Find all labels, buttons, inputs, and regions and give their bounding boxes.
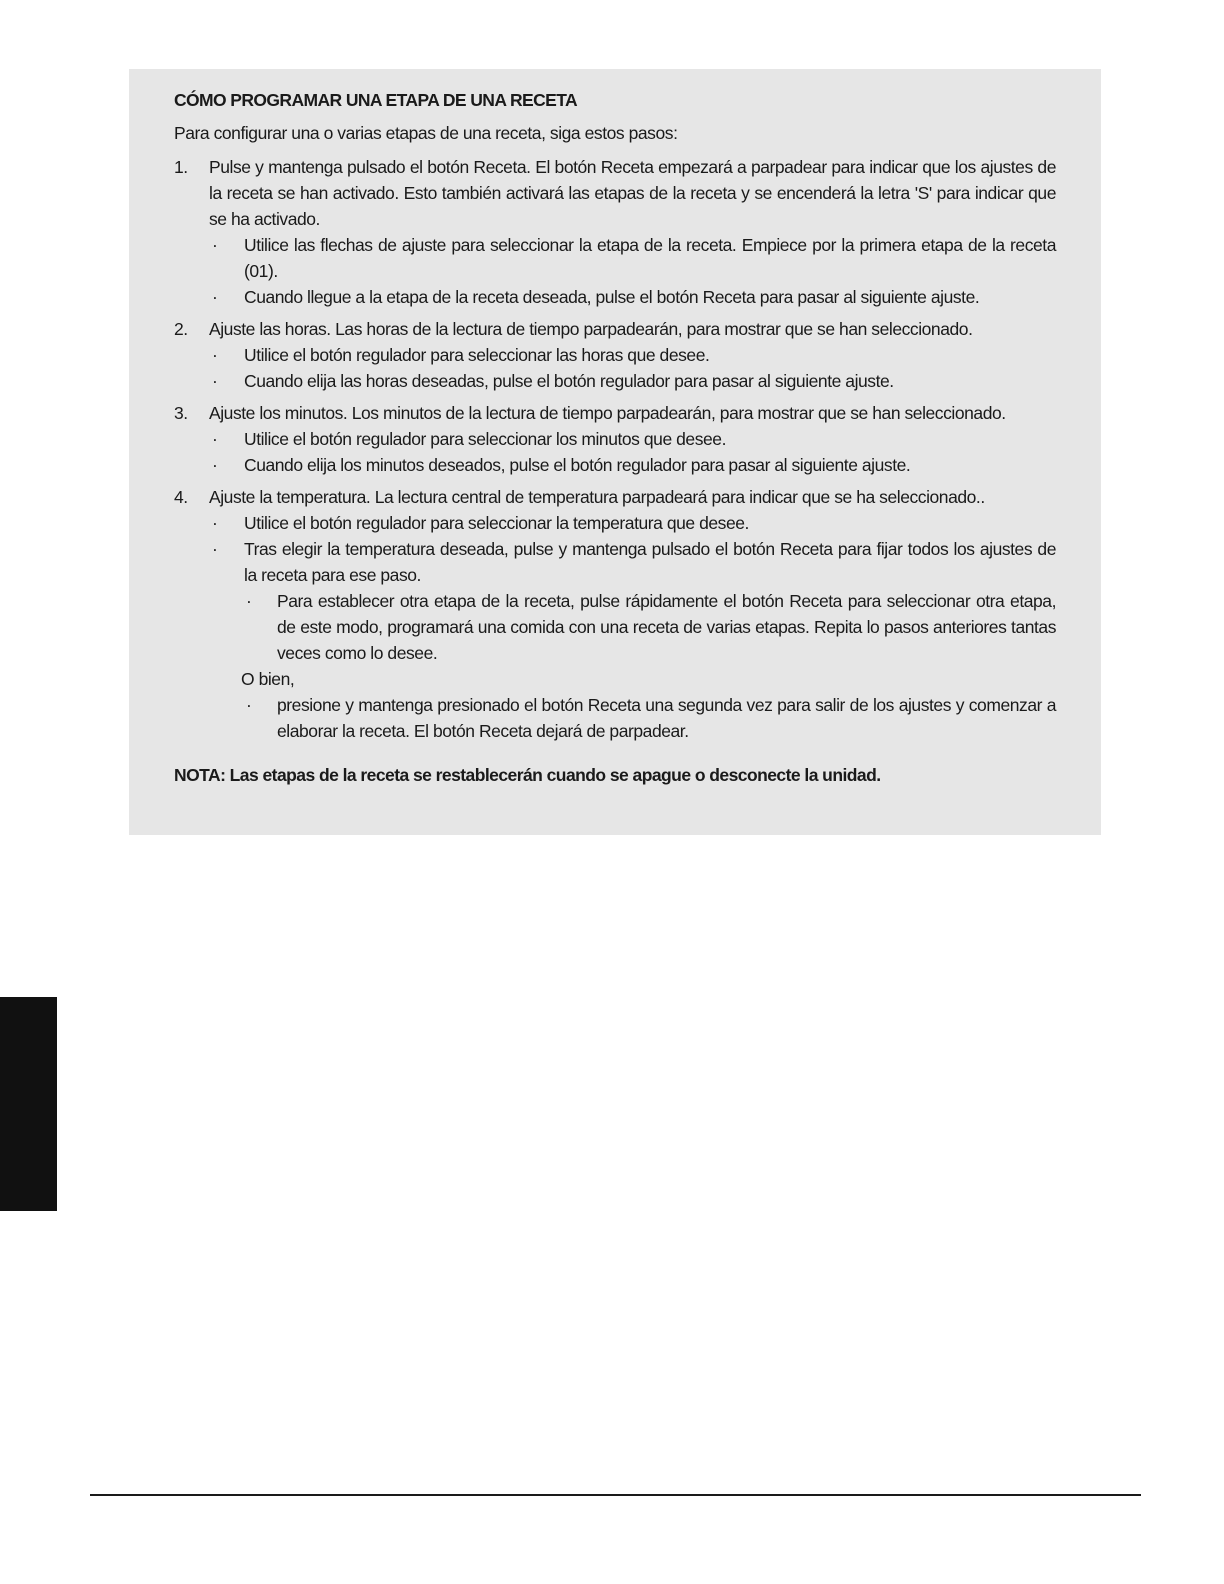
bullet-item — [174, 368, 1056, 394]
step-3 — [174, 400, 1056, 426]
bullet-item — [174, 452, 1056, 478]
bullet-item — [174, 232, 1056, 284]
sub-bullet-text: Para establecer otra etapa de la receta, pulse rápidamente el botón Receta para seleccionar otra etapa, de este modo, programará una comida con una receta de varias etapas. Repita lo pasos anteriores tantas veces como lo desee. — [277, 591, 1056, 663]
instruction-box — [129, 69, 1101, 835]
bullet-item — [174, 342, 1056, 368]
bullet-dot: · — [212, 371, 218, 391]
section-title: CÓMO PROGRAMAR UNA ETAPA DE UNA RECETA — [174, 90, 578, 110]
bullet-dot: · — [212, 345, 218, 365]
bullet-dot: · — [212, 539, 218, 559]
step-number: 4. — [174, 487, 188, 507]
bullet-dot: · — [246, 695, 252, 715]
step-text: Ajuste los minutos. Los minutos de la lectura de tiempo parpadearán, para mostrar que se han seleccionado. — [209, 403, 1006, 423]
step-text: Ajuste las horas. Las horas de la lectura de tiempo parpadearán, para mostrar que se han seleccionado. — [209, 319, 973, 339]
bullet-text: Utilice el botón regulador para seleccionar las horas que desee. — [244, 345, 710, 365]
sub-bullet-item — [174, 588, 1056, 666]
bullet-dot: · — [212, 513, 218, 533]
step-text: Pulse y mantenga pulsado el botón Receta. El botón Receta empezará a parpadear para indicar que los ajustes de la receta se han activado. Esto también activará las etapas de la receta y se encenderá la letra 'S' para indicar que se ha activado. — [209, 157, 1056, 229]
bullet-text: Tras elegir la temperatura deseada, pulse y mantenga pulsado el botón Receta para fijar todos los ajustes de la receta para ese paso. — [244, 539, 1056, 585]
bullet-dot: · — [246, 591, 252, 611]
bullet-text: Utilice las flechas de ajuste para seleccionar la etapa de la receta. Empiece por la primera etapa de la receta (01). — [244, 235, 1056, 281]
bullet-text: Cuando elija las horas deseadas, pulse el botón regulador para pasar al siguiente ajuste. — [244, 371, 894, 391]
bullet-text: Utilice el botón regulador para seleccionar los minutos que desee. — [244, 429, 726, 449]
step-number: 3. — [174, 403, 188, 423]
bullet-dot: · — [212, 429, 218, 449]
sub-bullet-text: presione y mantenga presionado el botón Receta una segunda vez para salir de los ajustes y comenzar a elaborar la receta. El botón Receta dejará de parpadear. — [277, 695, 1056, 741]
step-4 — [174, 484, 1056, 510]
bullet-text: Cuando elija los minutos deseados, pulse el botón regulador para pasar al siguiente ajuste. — [244, 455, 911, 475]
step-text: Ajuste la temperatura. La lectura central de temperatura parpadeará para indicar que se ha seleccionado.. — [209, 487, 985, 507]
bullet-dot: · — [212, 287, 218, 307]
step-2 — [174, 316, 1056, 342]
section-tab-marker — [0, 997, 57, 1211]
step-1 — [174, 154, 1056, 232]
bullet-item — [174, 510, 1056, 536]
step-number: 2. — [174, 319, 188, 339]
bullet-dot: · — [212, 235, 218, 255]
bullet-item — [174, 536, 1056, 588]
bullet-dot: · — [212, 455, 218, 475]
bullet-text: Cuando llegue a la etapa de la receta deseada, pulse el botón Receta para pasar al siguiente ajuste. — [244, 287, 980, 307]
sub-bullet-item — [174, 692, 1056, 744]
intro-text: Para configurar una o varias etapas de una receta, siga estos pasos: — [174, 123, 678, 143]
step-number: 1. — [174, 157, 188, 177]
bullet-item — [174, 284, 1056, 310]
bullet-item — [174, 426, 1056, 452]
note-text: NOTA: Las etapas de la receta se restablecerán cuando se apague o desconecte la unidad. — [174, 765, 881, 785]
or-text: O bien, — [241, 669, 295, 689]
bullet-text: Utilice el botón regulador para seleccionar la temperatura que desee. — [244, 513, 749, 533]
footer-divider — [90, 1494, 1141, 1496]
